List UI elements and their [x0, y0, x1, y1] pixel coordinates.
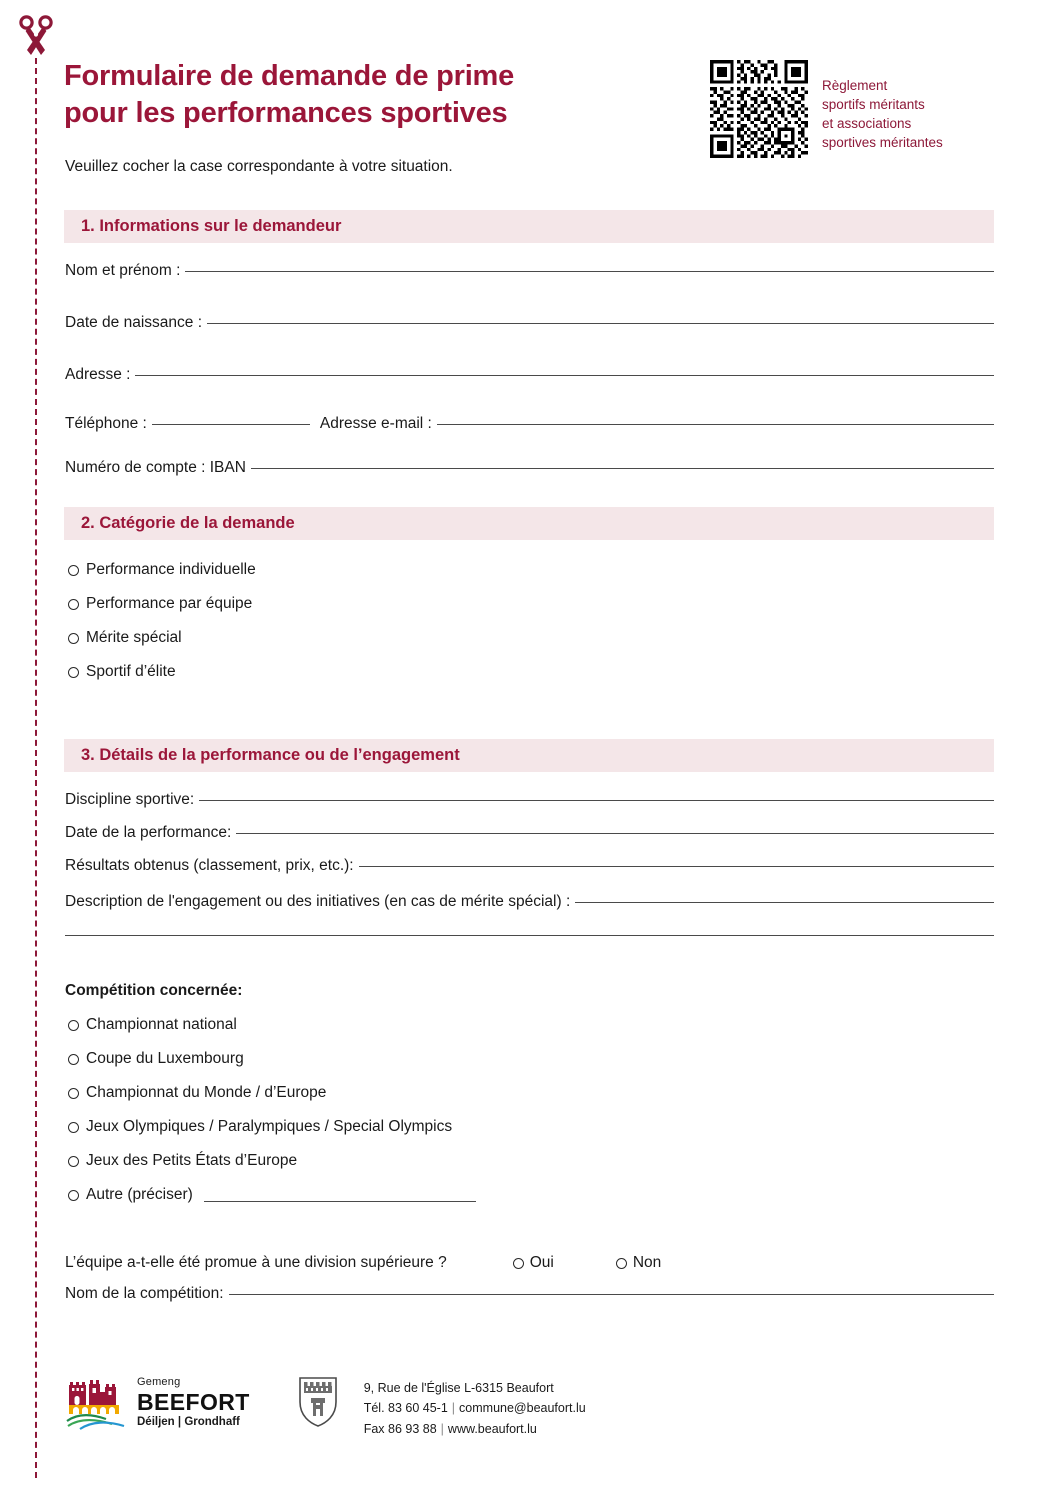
section-2-heading: 2. Catégorie de la demande	[81, 514, 295, 532]
input-adresse[interactable]	[135, 375, 994, 376]
scissors-icon	[16, 14, 58, 60]
field-row-date-performance	[65, 824, 994, 846]
option-coupe-luxembourg[interactable]	[68, 1049, 244, 1069]
label-date-performance: Date de la performance:	[65, 824, 232, 841]
option-label: Championnat national	[86, 1016, 237, 1033]
contact-email[interactable]: commune@beaufort.lu	[459, 1401, 586, 1416]
castle-logo-icon	[66, 1374, 128, 1430]
radio-icon[interactable]	[68, 1054, 79, 1065]
radio-icon[interactable]	[68, 1088, 79, 1099]
beefort-logo	[66, 1374, 250, 1430]
radio-icon[interactable]	[616, 1258, 627, 1269]
qr-caption-line2: sportifs méritants	[822, 97, 925, 113]
qr-code-icon[interactable]	[710, 60, 808, 158]
page-title-line1: Formulaire de demande de prime	[64, 60, 515, 92]
option-performance-equipe[interactable]	[68, 594, 252, 614]
radio-icon[interactable]	[68, 599, 79, 610]
competition-heading: Compétition concernée:	[65, 982, 243, 999]
option-sportif-elite[interactable]	[68, 662, 176, 682]
option-merite-special[interactable]	[68, 628, 182, 648]
input-discipline-sportive[interactable]	[199, 800, 994, 801]
radio-icon[interactable]	[68, 1156, 79, 1167]
field-row-description	[65, 893, 994, 915]
logo-villages-text: Déiljen | Grondhaff	[137, 1416, 240, 1429]
section-1-heading: 1. Informations sur le demandeur	[81, 217, 342, 235]
contact-line-fax-web	[364, 1419, 586, 1439]
promotion-option-non[interactable]	[616, 1254, 661, 1272]
input-description-engagement-line2[interactable]	[65, 935, 994, 936]
promotion-question-label: L’équipe a-t-elle été promue à une division supérieure ?	[65, 1254, 447, 1271]
promotion-question-row	[65, 1252, 994, 1274]
label-nom-competition: Nom de la compétition:	[65, 1285, 224, 1302]
beefort-wordmark	[137, 1375, 250, 1429]
label-resultats-obtenus: Résultats obtenus (classement, prix, etc.):	[65, 857, 354, 874]
contact-line-phone-email	[364, 1398, 586, 1418]
contact-website[interactable]: www.beaufort.lu	[447, 1421, 537, 1436]
option-championnat-monde-europe[interactable]	[68, 1083, 326, 1103]
option-autre-preciser[interactable]	[68, 1185, 476, 1205]
label-telephone: Téléphone :	[65, 415, 147, 432]
field-row-naissance	[65, 314, 994, 336]
label-discipline-sportive: Discipline sportive:	[65, 791, 195, 808]
input-description-engagement[interactable]	[575, 902, 994, 903]
field-row-nom	[65, 262, 994, 284]
radio-icon[interactable]	[68, 1190, 79, 1201]
option-label: Sportif d’élite	[86, 663, 176, 680]
radio-icon[interactable]	[513, 1258, 524, 1269]
option-label: Performance par équipe	[86, 595, 253, 612]
separator: |	[440, 1421, 444, 1436]
contact-fax: Fax 86 93 88	[363, 1421, 437, 1436]
radio-icon[interactable]	[68, 667, 79, 678]
option-label: Championnat du Monde / d’Europe	[86, 1084, 327, 1101]
input-telephone[interactable]	[152, 424, 310, 425]
option-label: Oui	[529, 1254, 554, 1271]
field-row-iban	[65, 459, 994, 481]
document-header	[64, 48, 994, 188]
input-date-performance[interactable]	[236, 833, 994, 834]
label-adresse-email: Adresse e-mail :	[319, 415, 432, 432]
field-row-telephone-email	[65, 415, 994, 437]
option-jeux-petits-etats[interactable]	[68, 1151, 297, 1171]
page-title	[64, 58, 624, 132]
option-label: Jeux des Petits États d’Europe	[86, 1152, 298, 1169]
radio-icon[interactable]	[68, 633, 79, 644]
field-row-adresse	[65, 366, 994, 388]
separator: |	[451, 1401, 456, 1416]
label-adresse: Adresse :	[65, 366, 131, 383]
contact-phone: Tél. 83 60 45-1	[363, 1401, 448, 1416]
page-title-line2: pour les performances sportives	[64, 97, 508, 130]
qr-caption	[822, 60, 943, 153]
option-label: Non	[632, 1254, 662, 1271]
input-iban[interactable]	[251, 468, 994, 469]
option-championnat-national[interactable]	[68, 1015, 237, 1035]
logo-gemeng-text: Gemeng	[137, 1376, 181, 1389]
option-label: Mérite spécial	[86, 629, 182, 646]
section-2-band	[64, 507, 994, 540]
page-footer	[66, 1374, 994, 1454]
qr-caption-line3: et associations	[822, 116, 912, 132]
section-1-band	[64, 210, 994, 243]
input-date-naissance[interactable]	[207, 323, 994, 324]
qr-block	[710, 60, 1000, 158]
cut-line	[35, 58, 37, 1478]
input-resultats-obtenus[interactable]	[359, 866, 994, 867]
label-nom-prenom: Nom et prénom :	[65, 262, 181, 279]
section-3-heading: 3. Détails de la performance ou de l’engagement	[81, 746, 460, 764]
label-date-naissance: Date de naissance :	[65, 314, 203, 331]
input-nom-prenom[interactable]	[185, 271, 994, 272]
option-label: Coupe du Luxembourg	[86, 1050, 244, 1067]
qr-caption-line1: Règlement	[822, 78, 888, 93]
coat-of-arms-icon	[298, 1376, 338, 1428]
field-row-resultats	[65, 857, 994, 879]
field-row-nom-competition	[65, 1285, 994, 1307]
option-label: Jeux Olympiques / Paralympiques / Special Olympics	[86, 1118, 453, 1135]
option-jeux-olympiques[interactable]	[68, 1117, 452, 1137]
label-iban: Numéro de compte : IBAN	[65, 459, 246, 476]
contact-info	[364, 1374, 586, 1439]
option-label: Performance individuelle	[86, 561, 256, 578]
radio-icon[interactable]	[68, 565, 79, 576]
logo-beefort-text: BEEFORT	[137, 1389, 250, 1416]
instruction-text: Veuillez cocher la case correspondante à votre situation.	[65, 158, 453, 175]
form-page	[64, 0, 994, 1497]
input-adresse-email[interactable]	[437, 424, 994, 425]
option-performance-individuelle[interactable]	[68, 560, 256, 580]
qr-caption-line4: sportives méritantes	[822, 135, 943, 151]
contact-address: 9, Rue de l'Église L-6315 Beaufort	[363, 1381, 554, 1395]
field-row-discipline	[65, 791, 994, 813]
option-label: Autre (préciser)	[86, 1186, 193, 1203]
promotion-option-oui[interactable]	[513, 1254, 554, 1272]
label-description-engagement: Description de l'engagement ou des initiatives (en cas de mérite spécial) :	[65, 893, 571, 910]
section-3-band	[64, 739, 994, 772]
input-nom-competition[interactable]	[229, 1294, 994, 1295]
input-autre-preciser[interactable]	[204, 1201, 476, 1202]
radio-icon[interactable]	[68, 1122, 79, 1133]
radio-icon[interactable]	[68, 1020, 79, 1031]
